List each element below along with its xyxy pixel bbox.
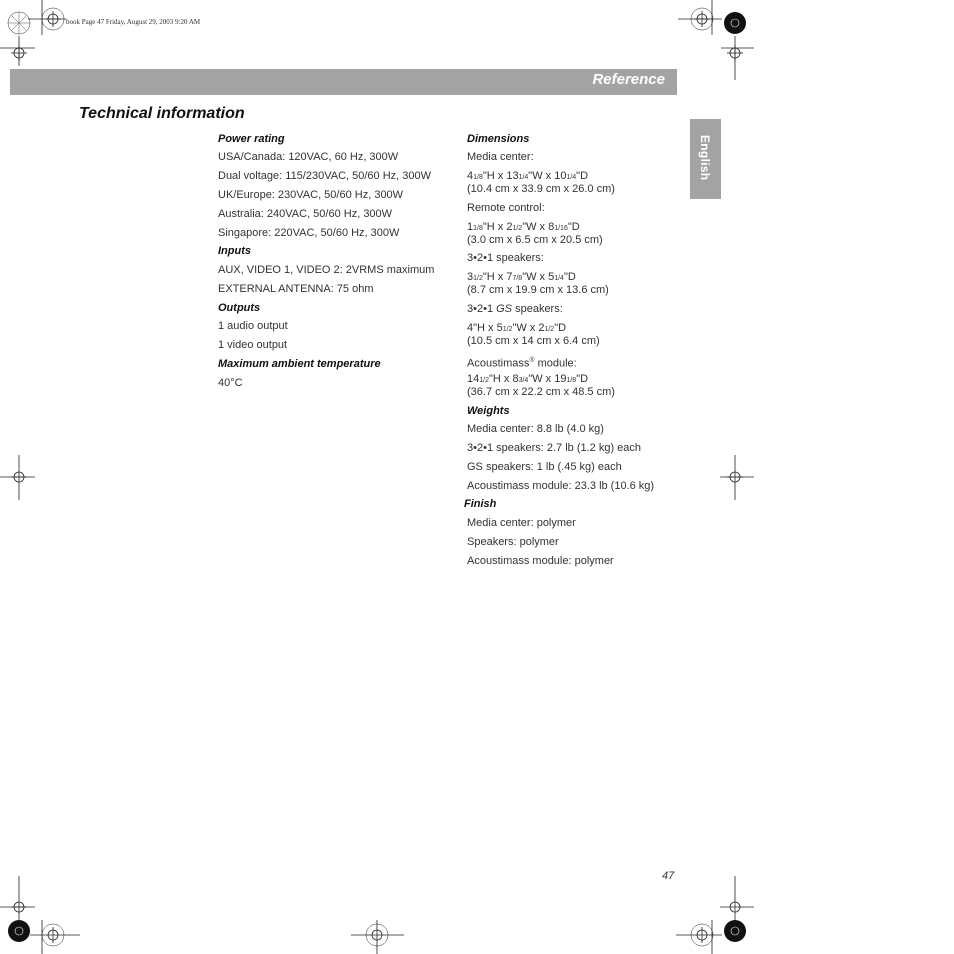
language-tab-label: English: [698, 135, 712, 181]
finish-media-center: Media center: polymer: [467, 517, 576, 529]
finish-acoustimass: Acoustimass module: polymer: [467, 555, 614, 567]
starburst-icon: [8, 8, 713, 946]
weight-321-speakers: 3•2•1 speakers: 2.7 lb (1.2 kg) each: [467, 442, 642, 454]
power-rating-heading: Power rating: [218, 133, 285, 145]
inputs-antenna: EXTERNAL ANTENNA: 75 ohm: [218, 283, 374, 295]
section-title: Reference: [592, 71, 665, 88]
weight-media-center: Media center: 8.8 lb (4.0 kg): [467, 423, 604, 435]
crosshair-icon: [351, 920, 404, 954]
outputs-audio: 1 audio output: [218, 320, 288, 332]
remote-cm: (3.0 cm x 6.5 cm x 20.5 cm): [467, 234, 603, 246]
speakers-321-inches: 31/2"H x 77/8"W x 51/4"D: [467, 271, 576, 283]
crosshair-icon: [720, 876, 754, 920]
speakers-321-label: 3•2•1 speakers:: [467, 252, 544, 264]
starburst-rays-icon: [8, 12, 30, 34]
power-usa: USA/Canada: 120VAC, 60 Hz, 300W: [218, 151, 399, 163]
finish-heading: Finish: [464, 498, 497, 510]
gs-speakers-label: 3•2•1 GS speakers:: [467, 303, 563, 315]
power-singapore: Singapore: 220VAC, 50/60 Hz, 300W: [218, 227, 400, 239]
gs-speakers-cm: (10.5 cm x 14 cm x 6.4 cm): [467, 335, 600, 347]
crosshair-icon: [676, 920, 722, 954]
outputs-heading: Outputs: [218, 302, 261, 314]
temperature-heading: Maximum ambient temperature: [218, 358, 381, 370]
remote-inches: 11/8"H x 21/2"W x 81/16"D: [467, 221, 580, 233]
inputs-aux: AUX, VIDEO 1, VIDEO 2: 2VRMS maximum: [218, 264, 435, 276]
remote-label: Remote control:: [467, 202, 545, 214]
power-dual: Dual voltage: 115/230VAC, 50/60 Hz, 300W: [218, 170, 431, 182]
crosshair-icon: [28, 0, 66, 35]
temperature-value: 40°C: [218, 377, 243, 389]
media-center-cm: (10.4 cm x 33.9 cm x 26.0 cm): [467, 183, 615, 195]
acoustimass-cm: (36.7 cm x 22.2 cm x 48.5 cm): [467, 386, 615, 398]
crosshair-icon: [721, 36, 754, 80]
acoustimass-label: Acoustimass® module:: [467, 357, 577, 370]
outputs-video: 1 video output: [218, 339, 288, 351]
media-center-inches: 41/8"H x 131/4"W x 101/4"D: [467, 170, 589, 182]
crosshair-icon: [30, 920, 80, 954]
inputs-heading: Inputs: [218, 245, 251, 257]
finish-speakers: Speakers: polymer: [467, 536, 559, 548]
weight-acoustimass: Acoustimass module: 23.3 lb (10.6 kg): [467, 480, 655, 492]
crosshair-icon: [720, 455, 754, 500]
color-target-icon: [8, 12, 746, 942]
crosshair-icon: [0, 876, 35, 920]
speakers-321-cm: (8.7 cm x 19.9 cm x 13.6 cm): [467, 284, 609, 296]
crosshair-icon: [0, 455, 35, 500]
crosshair-icon: [0, 36, 35, 66]
power-uk: UK/Europe: 230VAC, 50/60 Hz, 300W: [218, 189, 404, 201]
weights-heading: Weights: [467, 405, 510, 417]
dimensions-heading: Dimensions: [467, 133, 530, 145]
power-australia: Australia: 240VAC, 50/60 Hz, 300W: [218, 208, 393, 220]
print-slug: book Page 47 Friday, August 29, 2003 9:20 AM: [66, 18, 201, 26]
weight-gs-speakers: GS speakers: 1 lb (.45 kg) each: [467, 461, 622, 473]
media-center-label: Media center:: [467, 151, 534, 163]
page-number: 47: [662, 870, 675, 882]
acoustimass-inches: 141/2"H x 83/4"W x 191/8"D: [467, 373, 589, 385]
page-title: Technical information: [79, 105, 245, 122]
gs-speakers-inches: 4"H x 51/2"W x 21/2"D: [467, 322, 567, 334]
